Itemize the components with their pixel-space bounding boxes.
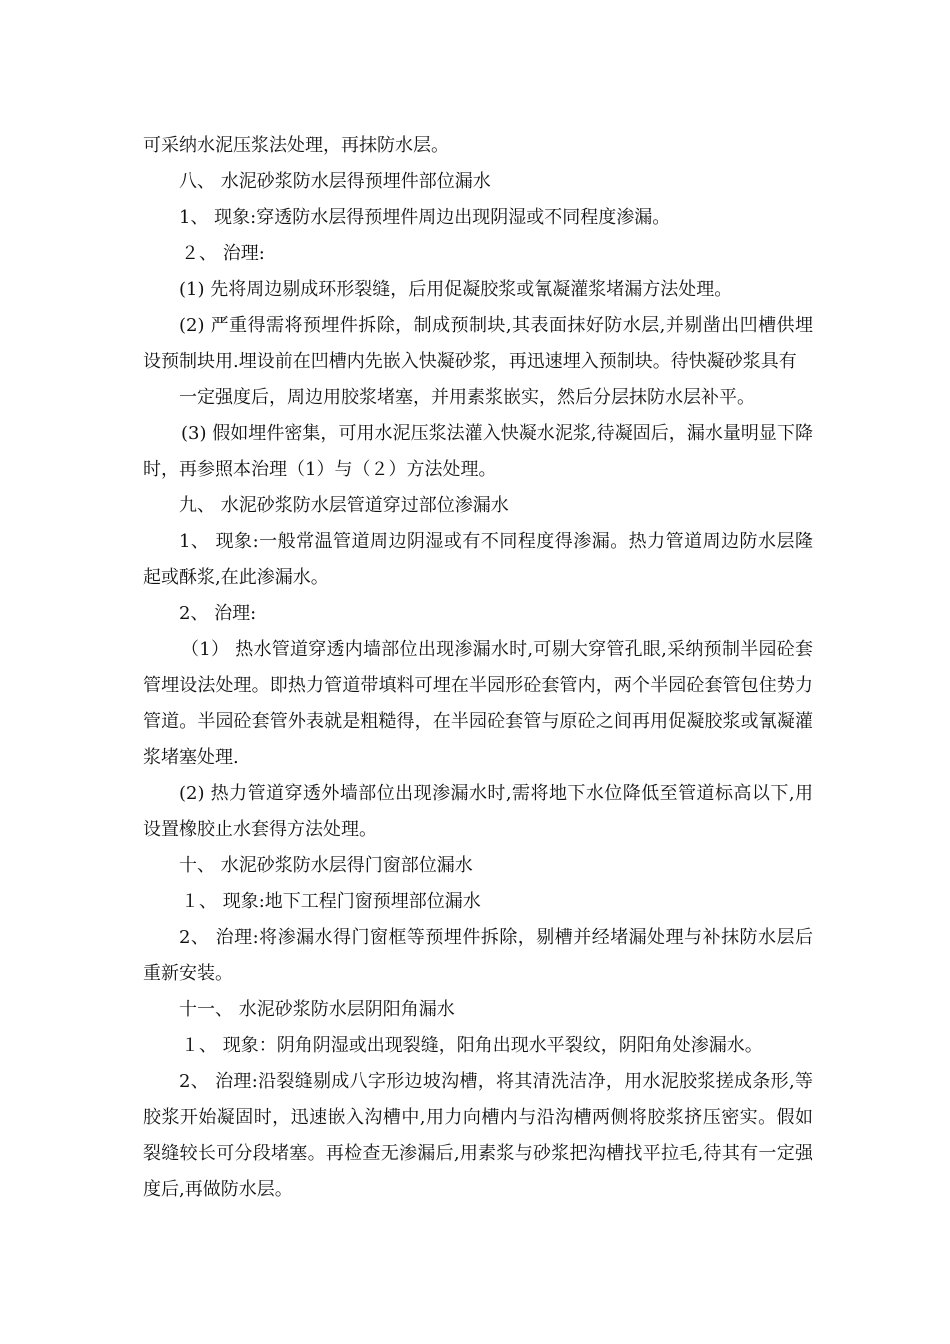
section-8-treatment-1: (1) 先将周边剔成环形裂缝，后用促凝胶浆或氰凝灌浆堵漏方法处理。 <box>179 279 733 300</box>
section-heading-9: 九、 水泥砂浆防水层管道穿过部位渗漏水 <box>179 495 509 516</box>
section-heading-11: 十一、 水泥砂浆防水层阴阳角漏水 <box>179 999 455 1020</box>
document-body <box>143 128 813 1208</box>
section-8-treatment-3: (3) 假如埋件密集，可用水泥压浆法灌入快凝水泥浆,待凝固后，漏水量明显下降时，再参照本治理（1）与（２）方法处理。 <box>143 423 813 480</box>
section-9-treatment-2: (2) 热力管道穿透外墙部位出现渗漏水时,需将地下水位降低至管道标高以下,用设置橡胶止水套得方法处理。 <box>143 783 813 840</box>
section-10-treatment: 2、 治理:将渗漏水得门窗框等预埋件拆除，剔槽并经堵漏处理与补抹防水层后重新安装。 <box>143 927 813 984</box>
section-9-phenomenon: 1、 现象:一般常温管道周边阴湿或有不同程度得渗漏。热力管道周边防水层隆起或酥浆,在此渗漏水。 <box>143 531 813 588</box>
section-9-treatment-heading: 2、 治理: <box>179 603 257 624</box>
section-11-treatment: 2、 治理:沿裂缝剔成八字形边坡沟槽，将其清洗洁净，用水泥胶浆搓成条形,等胶浆开始凝固时，迅速嵌入沟槽中,用力向槽内与沿沟槽两侧将胶浆挤压密实。假如裂缝较长可分段堵塞。再检查无渗漏后,用素浆与砂浆把沟槽找平拉毛,待其有一定强度后,再做防水层。 <box>143 1071 813 1200</box>
section-11-phenomenon: １、 现象：阴角阴湿或出现裂缝，阳角出现水平裂纹，阴阳角处渗漏水。 <box>181 1035 763 1056</box>
section-9-treatment-1: （1） 热水管道穿透内墙部位出现渗漏水时,可剔大穿管孔眼,采纳预制半园砼套管埋设法处理。即热力管道带填料可埋在半园形砼套管内，两个半园砼套管包住势力管道。半园砼套管外表就是粗糙得，在半园砼套管与原砼之间再用促凝胶浆或氰凝灌浆堵塞处理. <box>143 639 813 768</box>
paragraph-continuation: 可采纳水泥压浆法处理，再抹防水层。 <box>143 135 449 156</box>
section-10-phenomenon: １、 现象:地下工程门窗预埋部位漏水 <box>181 891 481 912</box>
section-heading-10: 十、 水泥砂浆防水层得门窗部位漏水 <box>179 855 473 876</box>
section-heading-8: 八、 水泥砂浆防水层得预埋件部位漏水 <box>179 171 491 192</box>
section-8-treatment-2-cont: 一定强度后，周边用胶浆堵塞，并用素浆嵌实，然后分层抹防水层补平。 <box>179 387 755 408</box>
section-8-phenomenon: 1、 现象:穿透防水层得预埋件周边出现阴湿或不同程度渗漏。 <box>179 207 671 228</box>
section-8-treatment-heading: ２、 治理: <box>181 243 265 264</box>
section-8-treatment-2: (2) 严重得需将预埋件拆除，制成预制块,其表面抹好防水层,并剔凿出凹槽供埋设预制块用.埋设前在凹槽内先嵌入快凝砂浆，再迅速埋入预制块。待快凝砂浆具有 <box>143 315 813 372</box>
